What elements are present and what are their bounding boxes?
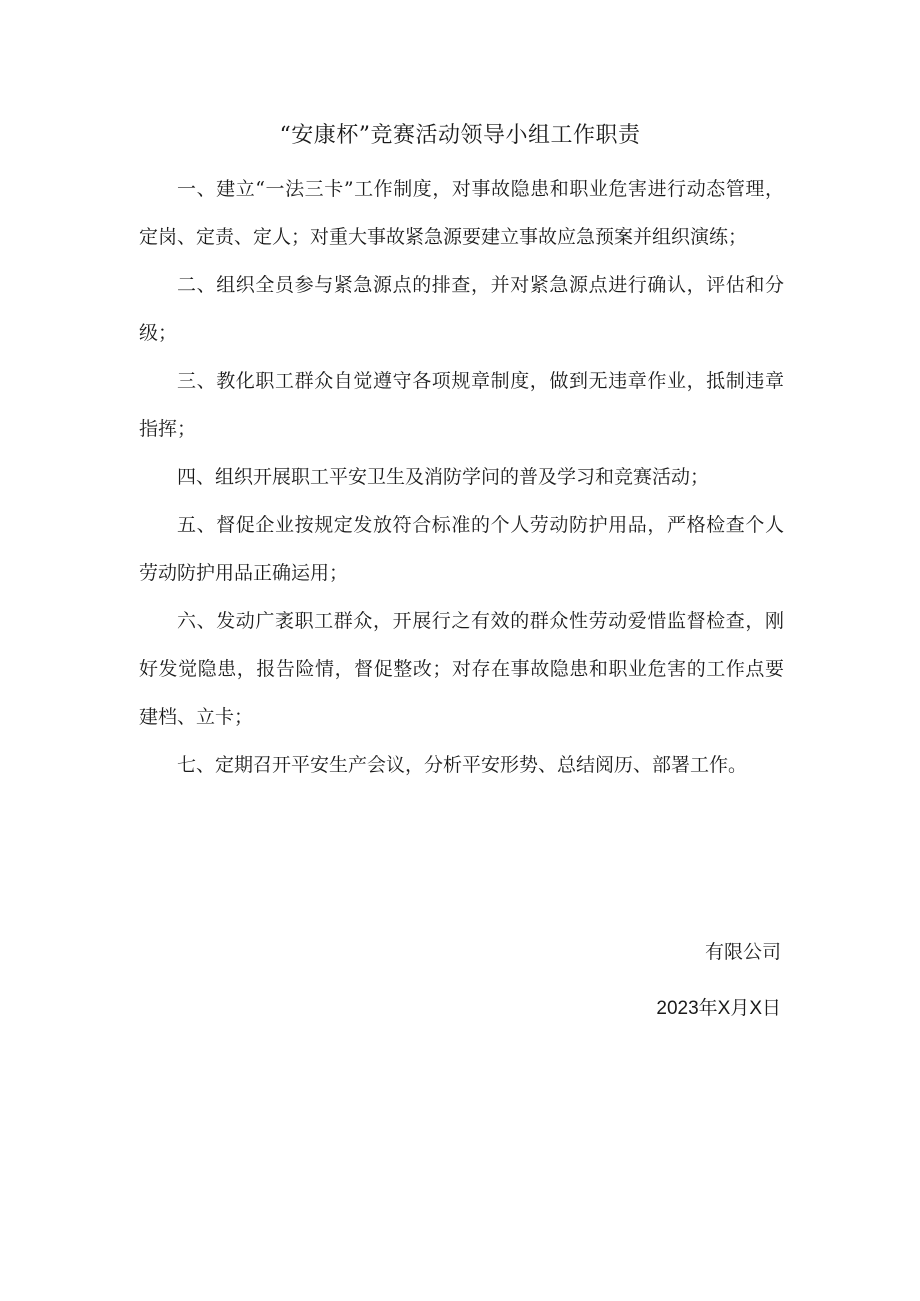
document-body: [139, 165, 784, 789]
duty-item-3: 三、教化职工群众自觉遵守各项规章制度，做到无违章作业，抵制违章指挥；: [139, 370, 784, 440]
duty-item-7: 七、定期召开平安生产会议，分析平安形势、总结阅历、部署工作。: [177, 754, 748, 776]
duty-item-4: 四、组织开展职工平安卫生及消防学问的普及学习和竞赛活动；: [177, 466, 710, 488]
duty-item-2: 二、组织全员参与紧急源点的排查，并对紧急源点进行确认，评估和分级；: [139, 274, 784, 344]
duty-item-6: 六、发动广袤职工群众，开展行之有效的群众性劳动爱惜监督检查，刚好发觉隐患，报告险情，督促整改；对存在事故隐患和职业危害的工作点要建档、立卡；: [139, 610, 784, 728]
signature-date: 2023年X月X日: [656, 998, 781, 1019]
duty-item-5: 五、督促企业按规定发放符合标准的个人劳动防护用品，严格检查个人劳动防护用品正确运用；: [139, 514, 784, 584]
document-title: “安康杯”竞赛活动领导小组工作职责: [279, 123, 641, 148]
signature-company: 有限公司: [704, 941, 781, 963]
signature-block: [656, 932, 781, 1029]
duty-item-1: 一、建立“一法三卡”工作制度，对事故隐患和职业危害进行动态管理，定岗、定责、定人；对重大事故紧急源要建立事故应急预案并组织演练；: [139, 178, 784, 248]
